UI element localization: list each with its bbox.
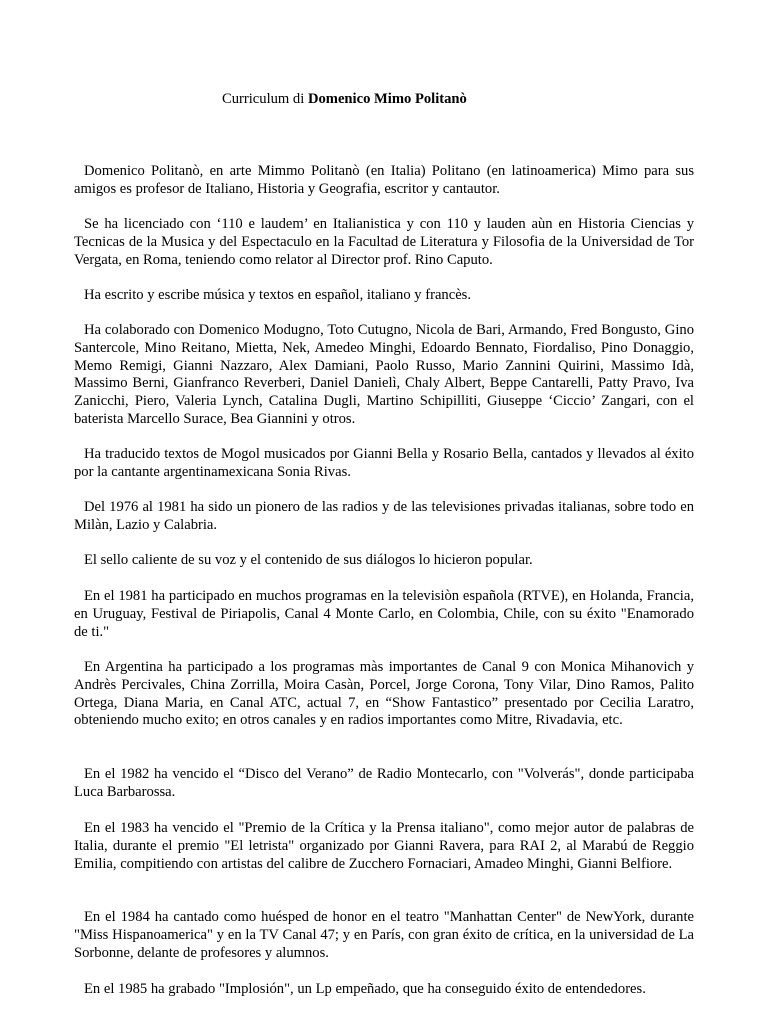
paragraph-intro: Domenico Politanò, en arte Mimmo Politanò (en Italia) Politano (en latinoamerica) Mimo para sus amigos es profesor de Italiano, Historia y Geografia, escritor y cantautor. [74,163,694,197]
paragraph-argentina: En Argentina ha participado a los programas màs importantes de Canal 9 con Monica Mihanovich y Andrès Percivales, China Zorrilla, Moira Casàn, Porcel, Jorge Corona, Tony Vilar, Dino Ramos, Palito Ortega, Diana Maria, en Canal ATC, actual 7, en “Show Fantastico” presentado por Cecilia Laratro, obteniendo mucho exito; en otros canales y en radios importantes como Mitre, Rivadavia, etc. [74,659,694,729]
paragraph-radio: Del 1976 al 1981 ha sido un pionero de las radios y de las televisiones privadas italianas, sobre todo en Milàn, Lazio y Calabria. [74,499,694,533]
paragraph-1982: En el 1982 ha vencido el “Disco del Verano” de Radio Montecarlo, con "Volverás", donde participaba Luca Barbarossa. [74,766,694,800]
title-name: Domenico Mimo Politanò [307,91,467,107]
paragraph-education: Se ha licenciado con ‘110 e laudem’ en Italianistica y con 110 y lauden aùn en Historia Ciencias y Tecnicas de la Musica y del Espectaculo en la Facultad de Literatura y Filosofia de la Universidad de Tor Vergata, en Roma, teniendo como relator al Director prof. Rino Caputo. [74,216,694,268]
paragraph-translations: Ha traducido textos de Mogol musicados por Gianni Bella y Rosario Bella, cantados y llevados al éxito por la cantante argentinamexicana Sonia Rivas. [74,446,694,480]
paragraph-1985: En el 1985 ha grabado "Implosión", un Lp empeñado, que ha conseguido éxito de entendedores. [84,981,646,997]
paragraph-1983: En el 1983 ha vencido el "Premio de la Crítica y la Prensa italiano", como mejor autor de palabras de Italia, durante el premio "El letrista" organizado por Gianni Ravera, para RAI 2, al Marabú de Reggio Emilia, compitiendo con artistas del calibre de Zucchero Fornaciari, Amadeo Minghi, Gianni Belfiore. [74,820,694,872]
document-title [222,91,742,109]
paragraph-1984: En el 1984 ha cantado como huésped de honor en el teatro "Manhattan Center" de NewYork, durante "Miss Hispanoamerica" y en la TV Canal 47; y en París, con gran éxito de crítica, en la universidad de La Sorbonne, delante de profesores y alumnos. [74,909,694,961]
paragraph-1981: En el 1981 ha participado en muchos programas en la televisiòn española (RTVE), en Holanda, Francia, en Uruguay, Festival de Piriapolis, Canal 4 Monte Carlo, en Colombia, Chile, con su éxito "Enamorado de ti." [74,588,694,640]
paragraph-voice: El sello caliente de su voz y el contenido de sus diálogos lo hicieron popular. [84,552,533,568]
paragraph-languages: Ha escrito y escribe música y textos en español, italiano y francès. [84,287,472,303]
title-prefix: Curriculum di [222,91,305,107]
paragraph-collaborations: Ha colaborado con Domenico Modugno, Toto Cutugno, Nicola de Bari, Armando, Fred Bongusto, Gino Santercole, Mino Reitano, Mietta, Nek, Amedeo Minghi, Edoardo Bennato, Fiordaliso, Pino Donaggio, Memo Remigi, Gianni Nazzaro, Alex Damiani, Paolo Russo, Mario Zannini Quirini, Massimo Idà, Massimo Berni, Gianfranco Reverberi, Daniel Danielì, Chaly Albert, Beppe Cantarelli, Patty Pravo, Iva Zanicchi, Piero, Valeria Lynch, Catalina Dugli, Martino Schipilliti, Giuseppe ‘Ciccio’ Zangari, con el baterista Marcello Surace, Bea Giannini y otros. [74,322,694,427]
